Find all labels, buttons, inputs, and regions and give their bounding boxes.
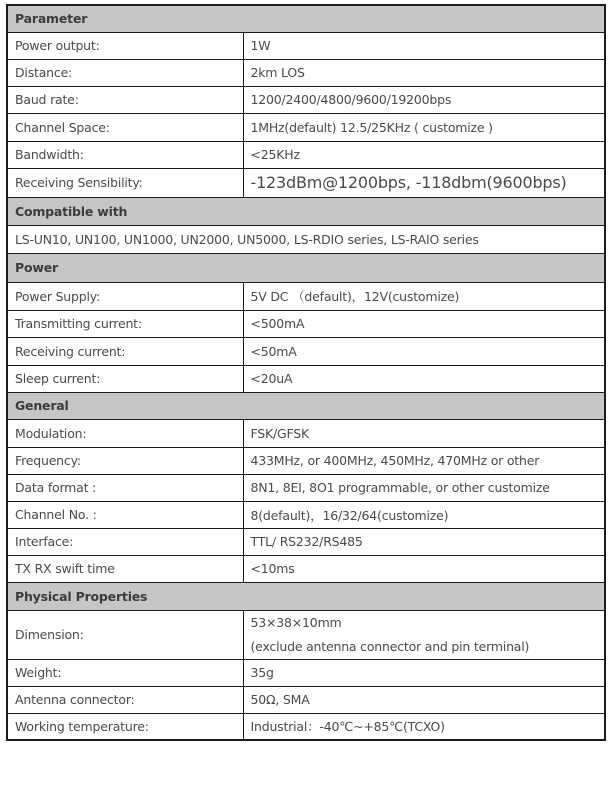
spec-row — [7, 447, 605, 474]
spec-label: Power output: — [7, 32, 243, 59]
dimension-note: (exclude antenna connector and pin terminal) — [250, 638, 530, 654]
spec-label: Data format : — [7, 474, 243, 501]
spec-row — [7, 141, 605, 168]
section-header-power — [7, 253, 605, 282]
spec-value: TTL/ RS232/RS485 — [243, 528, 605, 555]
spec-table — [6, 4, 606, 741]
spec-value: -123dBm@1200bps, -118dbm(9600bps) — [243, 168, 605, 197]
spec-label: Dimension: — [7, 610, 243, 659]
spec-row — [7, 59, 605, 86]
spec-label: Modulation: — [7, 419, 243, 447]
section-header-physical — [7, 582, 605, 610]
spec-label: Sleep current: — [7, 365, 243, 392]
compatible-row — [7, 225, 605, 253]
spec-value: 1W — [243, 32, 605, 59]
spec-value: <25KHz — [243, 141, 605, 168]
section-title: Compatible with — [7, 197, 605, 225]
spec-row — [7, 113, 605, 141]
spec-row — [7, 365, 605, 392]
spec-value: 50Ω, SMA — [243, 686, 605, 713]
spec-label: Channel Space: — [7, 113, 243, 141]
spec-label: Frequency: — [7, 447, 243, 474]
spec-value: FSK/GFSK — [243, 419, 605, 447]
spec-value: 8(default)，16/32/64(customize) — [243, 501, 605, 528]
spec-value: 433MHz, or 400MHz, 450MHz, 470MHz or other — [243, 447, 605, 474]
spec-row — [7, 474, 605, 501]
spec-label: Bandwidth: — [7, 141, 243, 168]
section-header-parameter — [7, 5, 605, 32]
section-title: General — [7, 392, 605, 419]
section-title: Parameter — [7, 5, 605, 32]
spec-row — [7, 528, 605, 555]
spec-label: TX RX swift time — [7, 555, 243, 582]
spec-label: Transmitting current: — [7, 310, 243, 337]
spec-row — [7, 713, 605, 740]
spec-label: Distance: — [7, 59, 243, 86]
spec-row — [7, 310, 605, 337]
spec-value: 1MHz(default) 12.5/25KHz ( customize ) — [243, 113, 605, 141]
spec-row — [7, 555, 605, 582]
section-title: Power — [7, 253, 605, 282]
section-title: Physical Properties — [7, 582, 605, 610]
spec-value: 5V DC （default)，12V(customize) — [243, 282, 605, 310]
spec-row — [7, 659, 605, 686]
dimension-value: 53×38×10mm — [250, 614, 342, 630]
spec-value: <10ms — [243, 555, 605, 582]
spec-value-multiline — [243, 610, 605, 659]
spec-label: Receiving Sensibility: — [7, 168, 243, 197]
spec-label: Receiving current: — [7, 337, 243, 365]
spec-value: 35g — [243, 659, 605, 686]
spec-label: Weight: — [7, 659, 243, 686]
spec-value: 8N1, 8EI, 8O1 programmable, or other customize — [243, 474, 605, 501]
spec-row — [7, 337, 605, 365]
spec-value: Industrial：-40℃~+85℃(TCXO) — [243, 713, 605, 740]
spec-value: 2km LOS — [243, 59, 605, 86]
spec-label: Power Supply: — [7, 282, 243, 310]
section-header-compatible — [7, 197, 605, 225]
spec-value: 1200/2400/4800/9600/19200bps — [243, 86, 605, 113]
spec-row — [7, 86, 605, 113]
section-header-general — [7, 392, 605, 419]
spec-label: Interface: — [7, 528, 243, 555]
spec-row — [7, 610, 605, 659]
spec-value: <500mA — [243, 310, 605, 337]
spec-label: Channel No. : — [7, 501, 243, 528]
spec-row — [7, 501, 605, 528]
compatible-models: LS-UN10, UN100, UN1000, UN2000, UN5000, LS-RDIO series, LS-RAIO series — [7, 225, 605, 253]
spec-value: <50mA — [243, 337, 605, 365]
spec-row — [7, 419, 605, 447]
spec-row — [7, 282, 605, 310]
spec-row — [7, 686, 605, 713]
spec-label: Working temperature: — [7, 713, 243, 740]
spec-label: Antenna connector: — [7, 686, 243, 713]
spec-row — [7, 32, 605, 59]
spec-label: Baud rate: — [7, 86, 243, 113]
spec-value: <20uA — [243, 365, 605, 392]
spec-row — [7, 168, 605, 197]
